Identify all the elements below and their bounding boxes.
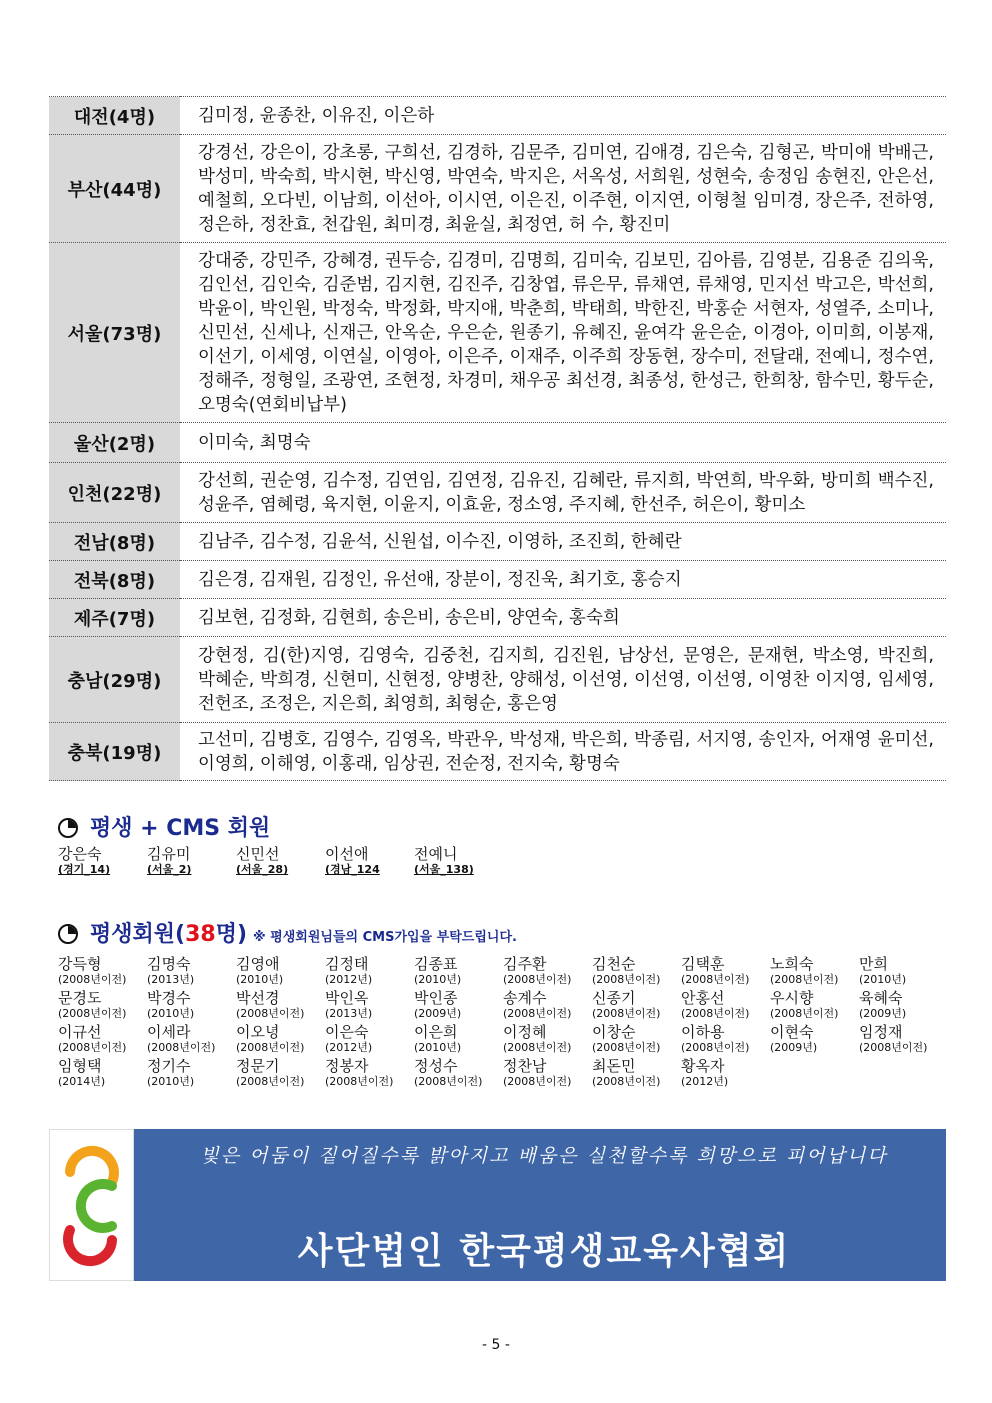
- region-members: 고선미, 김병호, 김영수, 김영옥, 박관우, 박성재, 박은희, 박종림, 서지영, 송인자, 어재영 윤미선, 이영희, 이해영, 이홍래, 임상권, 전순정, 전지숙, 황명숙: [180, 723, 946, 781]
- lifetime-member: [236, 1057, 325, 1089]
- cms-member: [147, 845, 236, 877]
- lifetime-member: [58, 1057, 147, 1089]
- member-note: (서울_28): [236, 863, 289, 876]
- banner-slogan: 빛은 어둠이 짙어질수록 밝아지고 배움은 실천할수록 희망으로 피어납니다: [200, 1145, 888, 1167]
- member-name: 김명숙: [147, 955, 191, 973]
- member-join-year: (2008년이전): [236, 1041, 305, 1054]
- member-name: 이현숙: [770, 1023, 814, 1041]
- member-join-year: (2008년이전): [681, 973, 750, 986]
- lifetime-member: [859, 955, 948, 987]
- member-join-year: (2008년이전): [592, 973, 661, 986]
- member-note: (경기_14): [58, 863, 111, 876]
- member-join-year: (2008년이전): [503, 1007, 572, 1020]
- member-join-year: (2013년): [325, 1007, 373, 1020]
- organization-name: 사단법인 한국평생교육사협회: [297, 1231, 791, 1272]
- member-join-year: (2008년이전): [592, 1041, 661, 1054]
- member-name: 이정혜: [503, 1023, 547, 1041]
- member-join-year: (2008년이전): [58, 1007, 127, 1020]
- cms-member: [236, 845, 325, 877]
- member-note: (서울_2): [147, 863, 192, 876]
- member-name: 이세라: [147, 1023, 191, 1041]
- lifetime-member: [592, 1023, 681, 1055]
- member-join-year: (2008년이전): [325, 1075, 394, 1088]
- member-join-year: (2008년이전): [503, 973, 572, 986]
- member-name: 이선애: [325, 845, 369, 863]
- lifetime-member: [147, 989, 236, 1021]
- lifetime-member: [236, 989, 325, 1021]
- cms-section-title: 평생 + CMS 회원: [58, 811, 270, 842]
- region-members: 강대중, 강민주, 강혜경, 권두승, 김경미, 김명희, 김미숙, 김보민, 김아름, 김영분, 김용준 김의욱, 김인선, 김인숙, 김준범, 김지현, 김진주, 김창엽, 류은무, 류채연, 류채영, 민지선 박고은, 박선희, 박윤이, 박인원, 박정숙, 박정화, 박지애, 박춘희, 박태희, 박한진, 박홍순 서현자, 성열주, 소미나, 신민선, 신세나, 신재근, 안옥순, 우은순, 원종기, 유혜진, 윤여각 윤은순, 이경아, 이미희, 이봉재, 이선기, 이세영, 이연실, 이영아, 이은주, 이재주, 이주희 장동현, 장수미, 전달래, 전예니, 정수연, 정해주, 정형일, 조광연, 조현정, 차경미, 채우공 최선경, 최종성, 한성근, 한희창, 함수민, 황두순, 오명숙(연회비납부): [180, 243, 946, 423]
- lifetime-member: [592, 955, 681, 987]
- lifetime-member: [681, 1023, 770, 1055]
- lifetime-member: [58, 955, 147, 987]
- lifetime-member: [325, 989, 414, 1021]
- lifetime-member: [592, 989, 681, 1021]
- member-join-year: (2008년이전): [770, 1007, 839, 1020]
- region-name: 울산(2명): [49, 423, 180, 463]
- region-members: 김은경, 김재원, 김정인, 유선애, 장분이, 정진욱, 최기호, 홍승지: [180, 561, 946, 599]
- region-name: 제주(7명): [49, 599, 180, 637]
- member-join-year: (2008년이전): [859, 1041, 928, 1054]
- member-name: 노희숙: [770, 955, 814, 973]
- half-circle-icon: [58, 924, 78, 944]
- member-name: 정문기: [236, 1057, 280, 1075]
- region-row: [49, 599, 946, 637]
- association-banner: [49, 1129, 946, 1281]
- member-name: 임정재: [859, 1023, 903, 1041]
- lifetime-member: [414, 989, 503, 1021]
- lifetime-member: [147, 1023, 236, 1055]
- lifetime-count: 38: [185, 922, 216, 947]
- member-name: 강득형: [58, 955, 102, 973]
- member-name: 이창순: [592, 1023, 636, 1041]
- lifetime-member: [414, 1057, 503, 1089]
- member-join-year: (2009년): [859, 1007, 907, 1020]
- member-name: 김정태: [325, 955, 369, 973]
- member-name: 박선경: [236, 989, 280, 1007]
- member-name: 이규선: [58, 1023, 102, 1041]
- lifetime-member: [859, 1023, 948, 1055]
- member-join-year: (2008년이전): [503, 1041, 572, 1054]
- member-name: 김천순: [592, 955, 636, 973]
- lifetime-member: [414, 955, 503, 987]
- member-join-year: (2010년): [147, 1007, 195, 1020]
- member-name: 강은숙: [58, 845, 102, 863]
- lifetime-member: [681, 1057, 770, 1089]
- member-name: 문경도: [58, 989, 102, 1007]
- member-name: 육혜숙: [859, 989, 903, 1007]
- member-name: 김주환: [503, 955, 547, 973]
- cms-request-note: ※ 평생회원님들의 CMS가입을 부탁드립니다.: [253, 930, 517, 945]
- lifetime-member: [325, 955, 414, 987]
- cms-member: [325, 845, 414, 877]
- member-name: 정찬남: [503, 1057, 547, 1075]
- member-join-year: (2008년이전): [503, 1075, 572, 1088]
- member-join-year: (2014년): [58, 1075, 106, 1088]
- lifetime-member: [770, 989, 859, 1021]
- region-row: [49, 97, 946, 135]
- member-join-year: (2012년): [681, 1075, 729, 1088]
- member-name: 정기수: [147, 1057, 191, 1075]
- lifetime-member: [58, 989, 147, 1021]
- member-name: 신민선: [236, 845, 280, 863]
- member-join-year: (2008년이전): [236, 1007, 305, 1020]
- lifetime-member: [147, 1057, 236, 1089]
- member-note: (경남_124: [325, 863, 380, 876]
- logo-icon: [50, 1130, 135, 1282]
- member-name: 황옥자: [681, 1057, 725, 1075]
- member-join-year: (2010년): [414, 1041, 462, 1054]
- region-members: 강경선, 강은이, 강초롱, 구희선, 김경하, 김문주, 김미연, 김애경, 김은숙, 김형곤, 박미애 박배근, 박성미, 박숙희, 박시현, 박신영, 박연숙, 박지은, 서옥성, 서희원, 성현숙, 송정임 송현진, 안은선, 예철희, 오다빈, 이남희, 이선아, 이시연, 이은진, 이주현, 이지연, 이형철 임미경, 장은주, 전하영, 정은하, 정찬효, 천갑원, 최미경, 최윤실, 최정연, 허 수, 황진미: [180, 135, 946, 243]
- region-row: [49, 561, 946, 599]
- member-join-year: (2012년): [325, 1041, 373, 1054]
- lifetime-member: [503, 955, 592, 987]
- lifetime-member: [681, 955, 770, 987]
- lifetime-member: [681, 989, 770, 1021]
- page-number: - 5 -: [482, 1337, 510, 1353]
- member-name: 이오녕: [236, 1023, 280, 1041]
- member-name: 김종표: [414, 955, 458, 973]
- cms-member: [58, 845, 147, 877]
- region-row: [49, 723, 946, 781]
- lifetime-member: [503, 1023, 592, 1055]
- region-row: [49, 243, 946, 423]
- lifetime-member: [414, 1023, 503, 1055]
- lifetime-member: [58, 1023, 147, 1055]
- half-circle-icon: [58, 818, 78, 838]
- lifetime-member: [770, 1023, 859, 1055]
- member-join-year: (2010년): [859, 973, 907, 986]
- member-join-year: (2008년이전): [592, 1075, 661, 1088]
- member-name: 송계수: [503, 989, 547, 1007]
- member-name: 최돈민: [592, 1057, 636, 1075]
- region-row: [49, 463, 946, 523]
- member-join-year: (2008년이전): [681, 1007, 750, 1020]
- member-name: 안홍선: [681, 989, 725, 1007]
- member-join-year: (2008년이전): [770, 973, 839, 986]
- member-note: (서울_138): [414, 863, 474, 876]
- region-name: 충북(19명): [49, 723, 180, 781]
- lifetime-member: [147, 955, 236, 987]
- member-name: 박인종: [414, 989, 458, 1007]
- member-name: 김영애: [236, 955, 280, 973]
- member-join-year: (2010년): [236, 973, 284, 986]
- member-name: 정성수: [414, 1057, 458, 1075]
- cms-member: [414, 845, 503, 877]
- member-join-year: (2008년이전): [681, 1041, 750, 1054]
- member-name: 김택훈: [681, 955, 725, 973]
- lifetime-section-title: 평생회원(38명) ※ 평생회원님들의 CMS가입을 부탁드립니다.: [58, 917, 517, 948]
- member-join-year: (2013년): [147, 973, 195, 986]
- member-join-year: (2008년이전): [147, 1041, 216, 1054]
- member-name: 이은희: [414, 1023, 458, 1041]
- region-name: 인천(22명): [49, 463, 180, 523]
- lifetime-member: [236, 955, 325, 987]
- member-join-year: (2008년이전): [58, 973, 127, 986]
- lifetime-member-grid: [58, 955, 948, 1089]
- region-member-table: [49, 96, 946, 781]
- member-name: 이하용: [681, 1023, 725, 1041]
- lifetime-member: [770, 955, 859, 987]
- lifetime-member: [592, 1057, 681, 1089]
- association-logo: [49, 1129, 134, 1281]
- region-row: [49, 523, 946, 561]
- region-members: 김보현, 김정화, 김현희, 송은비, 송은비, 양연숙, 홍숙희: [180, 599, 946, 637]
- lifetime-member: [503, 1057, 592, 1089]
- member-name: 임형택: [58, 1057, 102, 1075]
- region-members: 강선희, 권순영, 김수정, 김연임, 김연정, 김유진, 김혜란, 류지희, 박연희, 박우화, 방미희 백수진, 성윤주, 염혜령, 육지현, 이윤지, 이효윤, 정소영, 주지혜, 한선주, 허은이, 황미소: [180, 463, 946, 523]
- member-join-year: (2009년): [414, 1007, 462, 1020]
- member-name: 만희: [859, 955, 888, 973]
- member-name: 이은숙: [325, 1023, 369, 1041]
- member-join-year: (2008년이전): [236, 1075, 305, 1088]
- member-join-year: (2010년): [414, 973, 462, 986]
- region-members: 이미숙, 최명숙: [180, 423, 946, 463]
- region-name: 서울(73명): [49, 243, 180, 423]
- lifetime-member: [325, 1057, 414, 1089]
- region-name: 전남(8명): [49, 523, 180, 561]
- member-name: 전예니: [414, 845, 458, 863]
- member-join-year: (2008년이전): [58, 1041, 127, 1054]
- member-name: 우시향: [770, 989, 814, 1007]
- region-row: [49, 135, 946, 243]
- region-name: 충남(29명): [49, 637, 180, 723]
- region-name: 부산(44명): [49, 135, 180, 243]
- lifetime-member: [236, 1023, 325, 1055]
- member-join-year: (2008년이전): [592, 1007, 661, 1020]
- region-members: 김남주, 김수정, 김윤석, 신원섭, 이수진, 이영하, 조진희, 한혜란: [180, 523, 946, 561]
- member-name: 박인옥: [325, 989, 369, 1007]
- member-name: 신종기: [592, 989, 636, 1007]
- member-join-year: (2012년): [325, 973, 373, 986]
- member-name: 박경수: [147, 989, 191, 1007]
- member-join-year: (2008년이전): [414, 1075, 483, 1088]
- lifetime-member: [325, 1023, 414, 1055]
- region-row: [49, 423, 946, 463]
- member-join-year: (2009년): [770, 1041, 818, 1054]
- cms-member-list: [58, 845, 503, 877]
- member-name: 김유미: [147, 845, 191, 863]
- lifetime-member: [859, 989, 948, 1021]
- member-join-year: (2010년): [147, 1075, 195, 1088]
- region-members: 강현정, 김(한)지영, 김영숙, 김중천, 김지희, 김진원, 남상선, 문영은, 문재현, 박소영, 박진희, 박혜순, 박희경, 신현미, 신현정, 양병찬, 양해성, 이선영, 이선영, 이선영, 이영찬 이지영, 임세영, 전헌조, 조정은, 지은희, 최영희, 최형순, 홍은영: [180, 637, 946, 723]
- region-name: 대전(4명): [49, 97, 180, 135]
- region-name: 전북(8명): [49, 561, 180, 599]
- region-row: [49, 637, 946, 723]
- lifetime-member: [503, 989, 592, 1021]
- member-name: 정봉자: [325, 1057, 369, 1075]
- region-members: 김미정, 윤종찬, 이유진, 이은하: [180, 97, 946, 135]
